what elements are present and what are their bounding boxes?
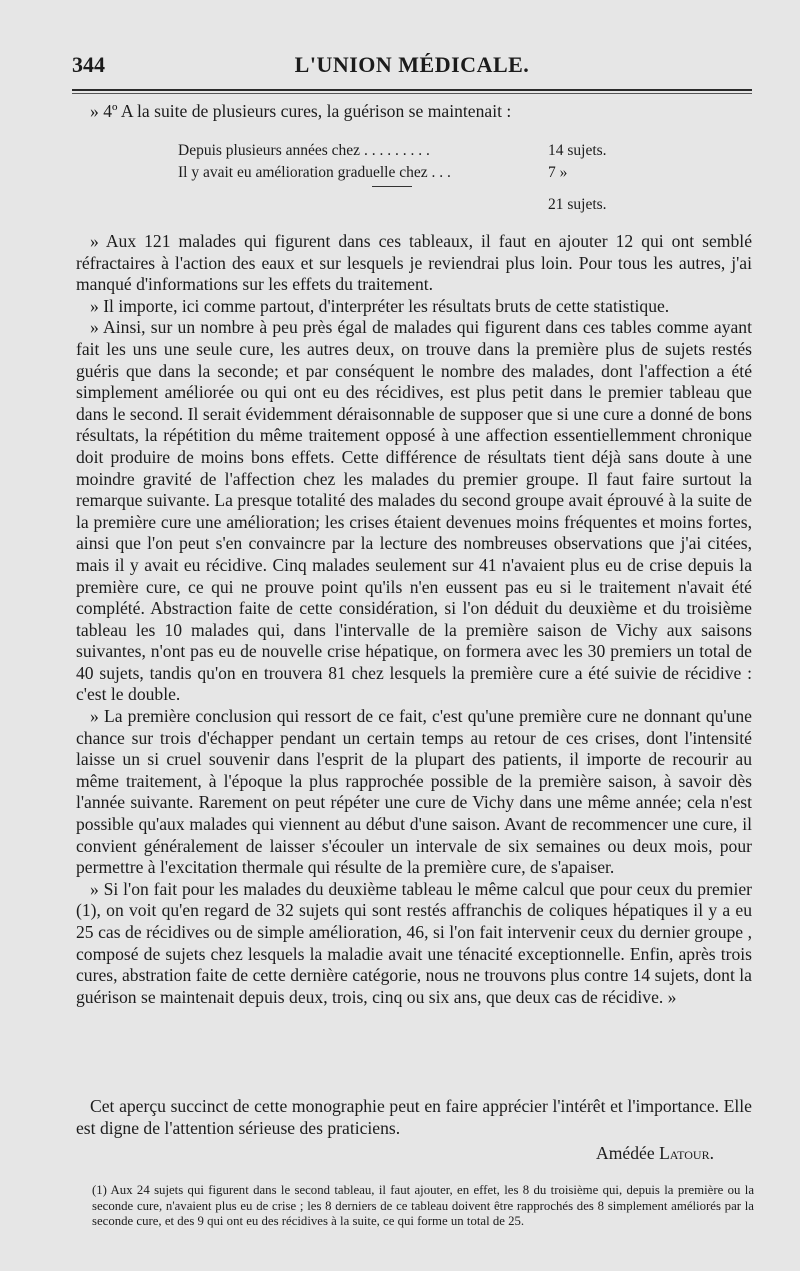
body-paragraph: » Aux 121 malades qui figurent dans ces tableaux, il faut en ajouter 12 qui ont semblé réfractaires à l'action des eaux et sur lesquels je reviendrai plus loin. Pour tous les autres, j'ai manqué d'informations sur les effets du traitement. [76, 231, 752, 295]
closing-paragraph [76, 1096, 752, 1139]
page-number: 344 [72, 52, 105, 77]
footnote [92, 1183, 754, 1230]
header-rule [72, 89, 752, 91]
sum-rule [372, 186, 412, 187]
header-rule-thin [72, 93, 752, 94]
author-last-name: Latour. [659, 1143, 714, 1163]
stat-value: 7 » [548, 164, 568, 181]
stat-total: 21 sujets. [548, 196, 607, 213]
footnote-text: (1) Aux 24 sujets qui figurent dans le second tableau, il faut ajouter, en effet, les 8 du troisième qui, depuis la première ou la seconde cure, n'avaient plus eu de crise ; les 8 derniers de ce tableau doivent être rapprochés des 8 simplement améliorés par la seconde cure, et des 9 qui ont eu des récidives à la suite, ce qui forme un total de 25. [92, 1183, 754, 1228]
stat-value: 14 sujets. [548, 142, 607, 159]
intro-paragraph [76, 101, 752, 123]
author-signature [596, 1143, 714, 1164]
body-paragraph: » Si l'on fait pour les malades du deuxième tableau le même calcul que pour ceux du premier (1), on voit qu'en regard de 32 sujets qui sont restés affranchis de coliques hépatiques il y a eu 25 cas de récidives ou de simple amélioration, 46, si l'on fait intervenir ceux du dernier groupe , composé de sujets chez lesquels la maladie avait une ténacité exceptionnelle. Enfin, après trois cures, abstration faite de cette dernière catégorie, nous ne trouvons plus contre 14 sujets, dont la guérison se maintenait depuis deux, trois, cinq ou six ans, que deux cas de récidive. » [76, 878, 752, 1007]
stat-row [178, 140, 638, 162]
author-first-name: Amédée [596, 1143, 655, 1163]
main-body [76, 231, 752, 1008]
intro-text: » 4º A la suite de plusieurs cures, la guérison se maintenait : [90, 101, 512, 121]
stat-label: Depuis plusieurs années chez . . . . . . . . . [178, 142, 430, 159]
body-paragraph: » Ainsi, sur un nombre à peu près égal de malades qui figurent dans ces tables comme ayant fait les uns une seule cure, les autres deux, on trouve dans la première plus de sujets restés guéris que dans la seconde; et par conséquent le nombre des malades, dont l'affection a été simplement améliorée ou qui ont eu des récidives, est plus petit dans le premier tableau que dans le second. Il serait évidemment déraisonnable de supposer que si une cure a donné de bons résultats, la répétition du même traitement opposé à une affection essentiellemment chronique doit produire de moins bons effets. Cette différence de résultats tient déjà sans doute à une moindre gravité de l'affection chez les malades du premier groupe. Il faut faire surtout la remarque suivante. La presque totalité des malades du second groupe avait éprouvé à la suite de la première cure une amélioration; les crises étaient devenues moins fréquentes et moins fortes, ainsi que l'on peut s'en convaincre par la lecture des nombreuses observations que j'ai citées, mais il y avait eu récidive. Cinq malades seulement sur 41 n'avaient plus eu de crise depuis la première cure, ce qui ne prouve point qu'ils n'en eussent pas eu si le traitement n'avait été complété. Abstraction faite de cette considération, si l'on déduit du deuxième et du troisième tableau les 10 malades qui, dans l'intervalle de la première saison de Vichy aux saisons suivantes, n'ont pas eu de nouvelle crise hépatique, on formera avec les 30 premiers un total de 40 sujets, tandis qu'on en trouvera 81 chez lesquels la première cure a été suivie de récidive : c'est le double. [76, 317, 752, 705]
body-paragraph: » La première conclusion qui ressort de ce fait, c'est qu'une première cure ne donnant qu'une chance sur trois d'échapper pendant un certain temps au retour de ces crises, dont l'intensité laisse un si cruel souvenir dans l'esprit de la plupart des patients, il importe de recourir au même traitement, à l'époque la plus rapprochée possible de la première saison, à savoir dès l'année suivante. Rarement on peut répéter une cure de Vichy dans une même année; cela n'est possible qu'aux malades qui viennent au début d'une saison. Avant de recommencer une cure, il convient généralement de laisser s'écouler un intervale de six semaines ou deux mois, pour permettre à l'excitation thermale qui résulte de la première cure, de s'apaiser. [76, 706, 752, 878]
stat-label: Il y avait eu amélioration graduelle chez . . . [178, 164, 451, 181]
body-paragraph: » Il importe, ici comme partout, d'interpréter les résultats bruts de cette statistique. [90, 295, 670, 316]
page-header [72, 52, 752, 84]
statistics-block [178, 140, 638, 184]
running-title: L'UNION MÉDICALE. [294, 52, 530, 77]
closing-text: Cet aperçu succinct de cette monographie peut en faire apprécier l'intérêt et l'importance. Elle est digne de l'attention sérieuse des praticiens. [76, 1096, 752, 1138]
stat-row [178, 162, 638, 184]
